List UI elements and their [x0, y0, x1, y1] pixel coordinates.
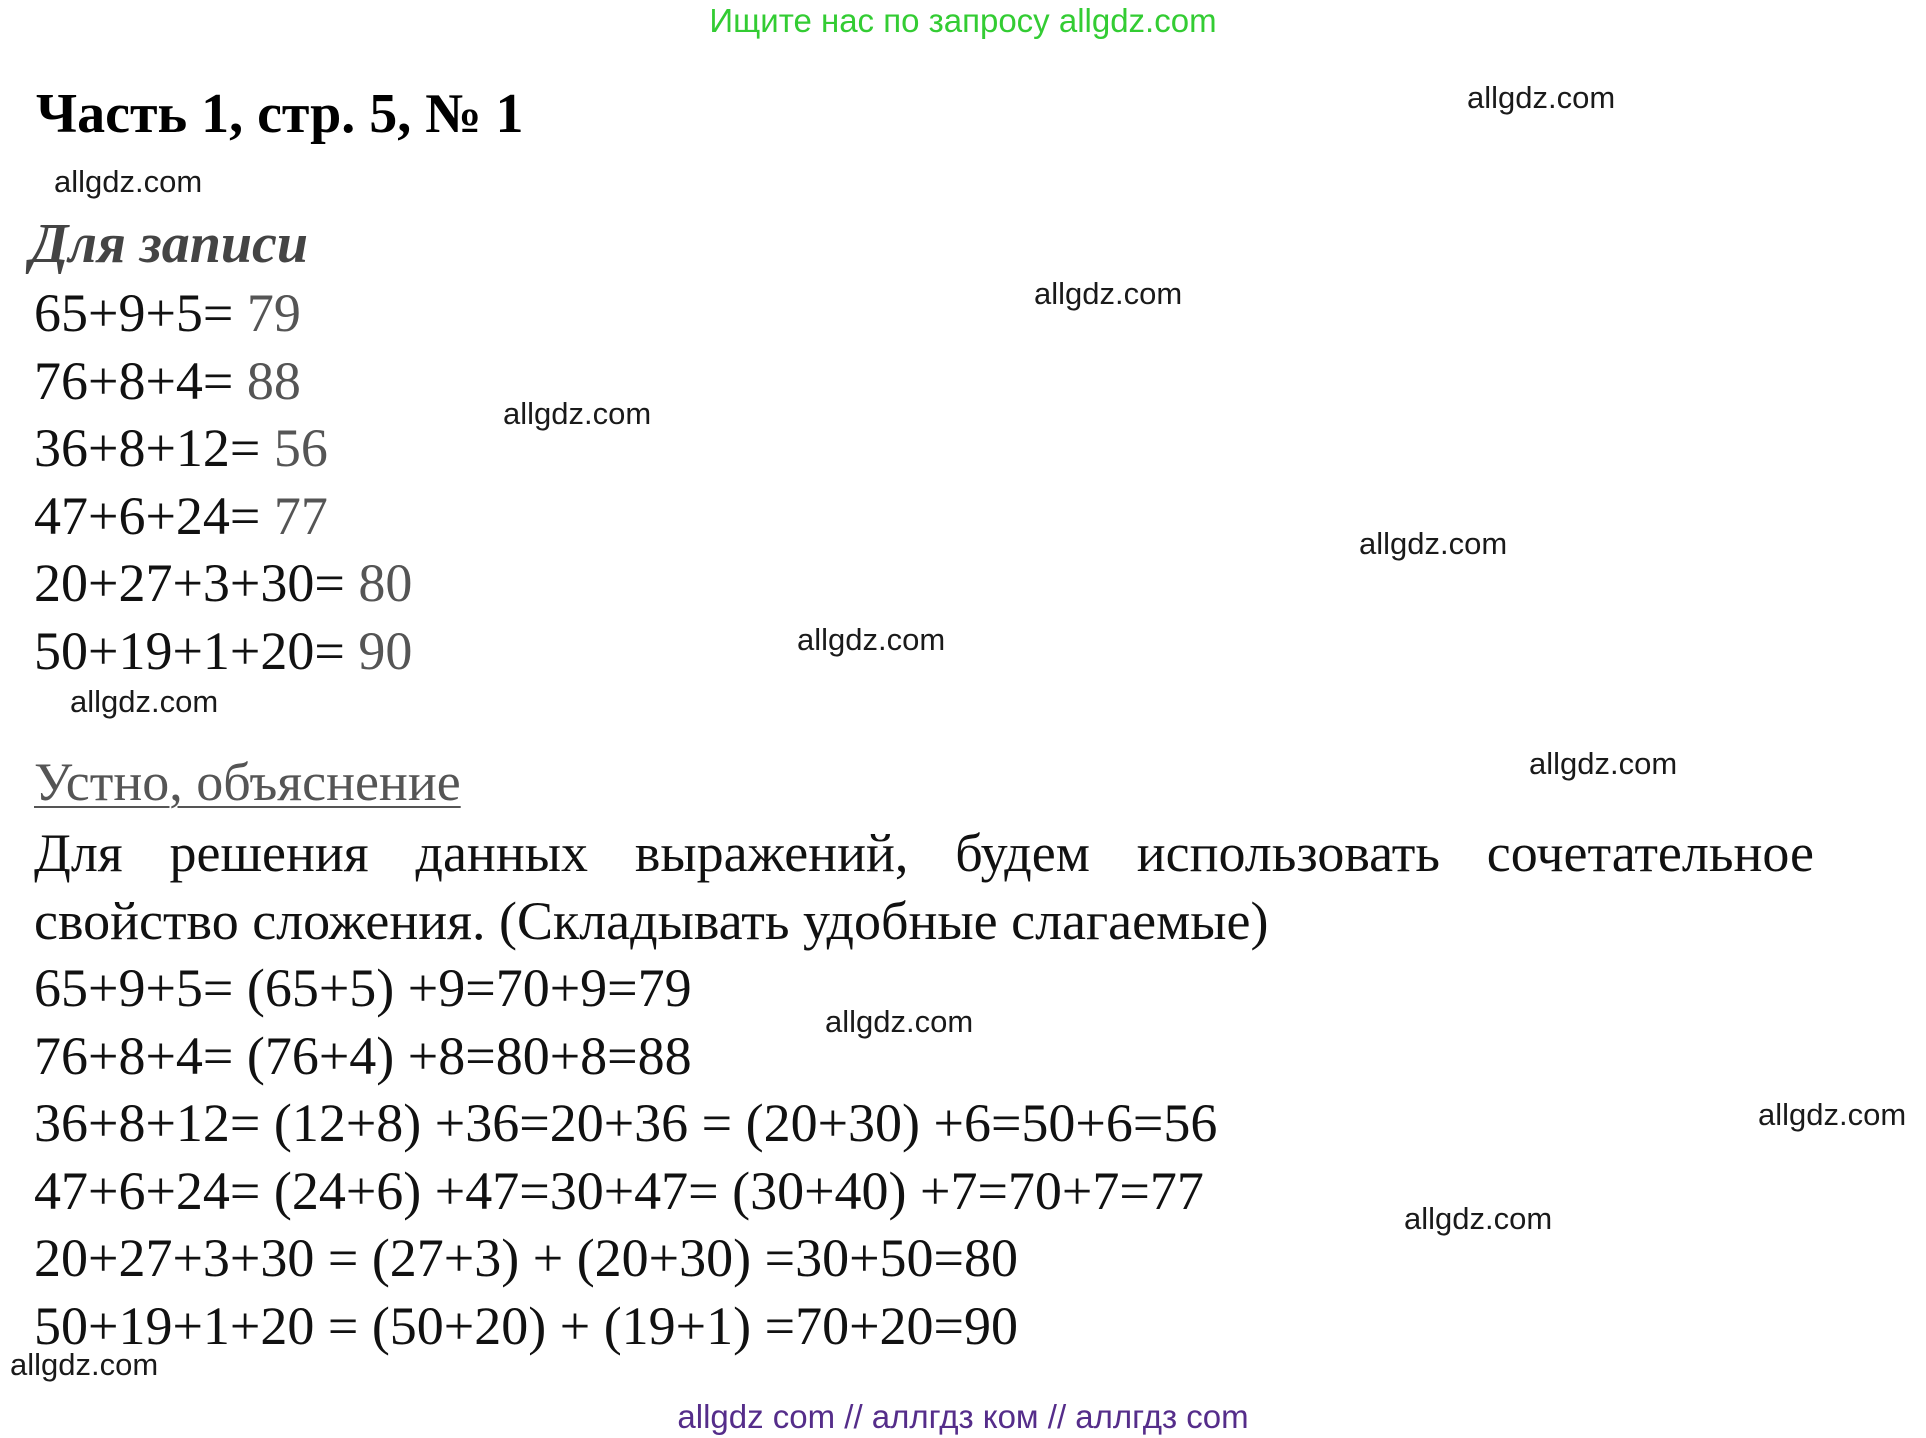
watermark: allgdz.com — [1359, 526, 1508, 561]
record-line — [34, 280, 412, 348]
record-expression: 76+8+4= — [34, 350, 247, 411]
watermark: allgdz.com — [825, 1004, 974, 1039]
record-expression: 65+9+5= — [34, 283, 247, 343]
record-line — [34, 483, 412, 551]
oral-section-heading: Устно, объяснение — [34, 752, 461, 812]
solution-line: 65+9+5= (65+5) +9=70+9=79 — [34, 958, 692, 1018]
watermark: allgdz.com — [1758, 1097, 1907, 1132]
record-answer: 77 — [273, 485, 328, 546]
explanation-text: Для решения данных выражений, будем использовать сочетательное свойство сложения. (Складывать удобные слагаемые) — [34, 823, 1814, 951]
watermark: allgdz.com — [797, 622, 946, 657]
watermark: allgdz.com — [70, 684, 219, 719]
record-expression: 20+27+3+30= — [34, 553, 359, 613]
record-answer: 88 — [246, 350, 301, 411]
solution-line: 20+27+3+30 = (27+3) + (20+30) =30+50=80 — [34, 1228, 1018, 1288]
watermark: allgdz.com — [54, 164, 203, 199]
solution-list — [34, 955, 1217, 1360]
record-expression: 36+8+12= — [34, 418, 274, 478]
record-line — [34, 550, 412, 618]
record-section-heading: Для записи — [30, 213, 308, 275]
record-expression: 50+19+1+20= — [34, 620, 359, 681]
record-line — [34, 415, 412, 483]
solution-line: 47+6+24= (24+6) +47=30+47= (30+40) +7=70+7=77 — [34, 1160, 1204, 1221]
record-line — [34, 618, 412, 686]
record-list — [34, 280, 412, 685]
solution-line: 36+8+12= (12+8) +36=20+36 = (20+30) +6=50+6=56 — [34, 1093, 1218, 1153]
record-answer: 79 — [246, 283, 301, 343]
record-answer: 80 — [358, 553, 413, 613]
solution-line: 76+8+4= (76+4) +8=80+8=88 — [34, 1025, 692, 1086]
watermark: allgdz.com — [1467, 80, 1616, 115]
watermark: allgdz.com — [1404, 1201, 1553, 1236]
top-banner-link[interactable]: Ищите нас по запросу allgdz.com — [709, 2, 1217, 39]
record-answer: 56 — [273, 418, 328, 478]
watermark: allgdz.com — [10, 1347, 159, 1382]
page-title: Часть 1, стр. 5, № 1 — [36, 83, 524, 145]
watermark: allgdz.com — [1034, 276, 1183, 311]
watermark: allgdz.com — [503, 396, 652, 431]
footer-links[interactable]: allgdz com // аллгдз ком // аллгдз com — [677, 1398, 1249, 1435]
solution-line: 50+19+1+20 = (50+20) + (19+1) =70+20=90 — [34, 1295, 1018, 1356]
watermark: allgdz.com — [1529, 746, 1678, 781]
record-expression: 47+6+24= — [34, 485, 274, 546]
record-answer: 90 — [358, 620, 413, 681]
record-line — [34, 348, 412, 416]
